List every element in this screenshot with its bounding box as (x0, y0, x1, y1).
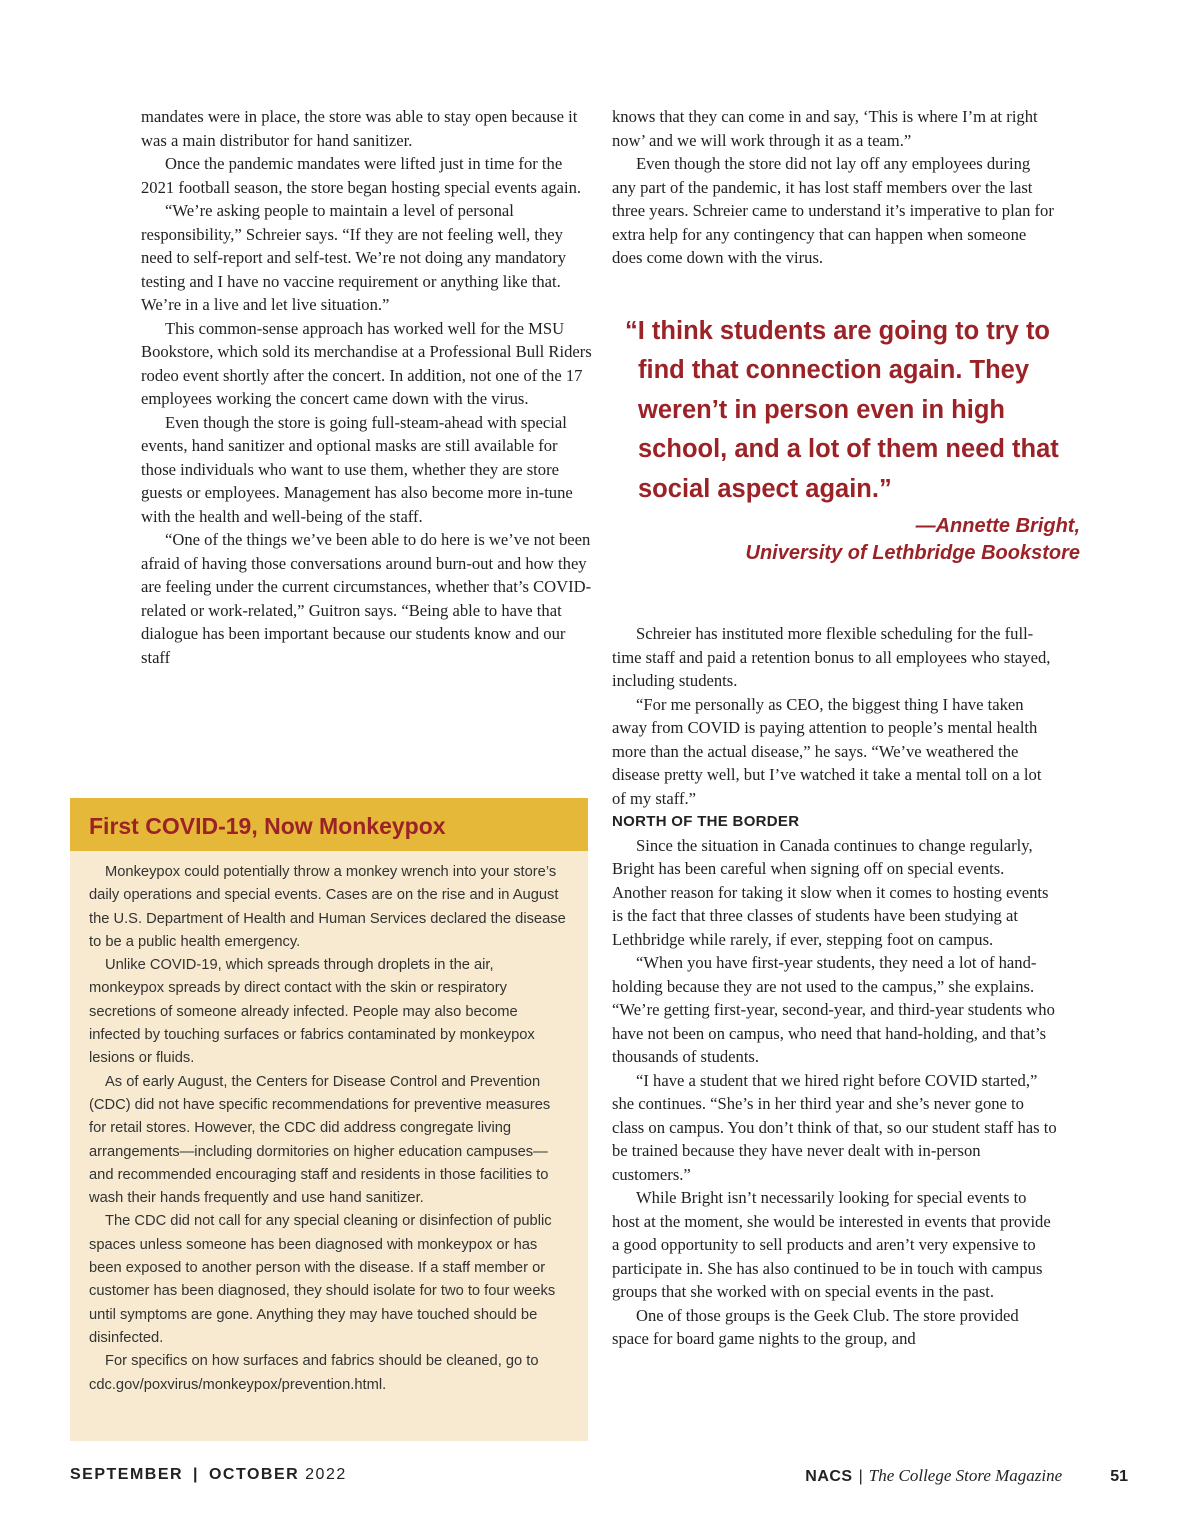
sidebar-paragraph: As of early August, the Centers for Disease Control and Prevention (CDC) did not have specific recommendations for preventive measures for retail stores. However, the CDC did address congregate living arrangements—including dormitories on higher education campuses—and recommended encouraging staff and residents in those facilities to wash their hands frequently and use hand sanitizer. (89, 1073, 551, 1207)
article-paragraph: Even though the store did not lay off any employees during any part of the pandemic, it has lost staff members over the last three years. Schreier came to understand it’s imperative to plan for extra help for any contingency that can happen when someone does come down with the virus. (612, 154, 1054, 267)
article-paragraph: Schreier has instituted more flexible scheduling for the full-time staff and paid a retention bonus to all employees who stayed, including students. (612, 624, 1051, 690)
pull-quote-attribution-org: University of Lethbridge Bookstore (745, 542, 1080, 565)
article-paragraph: “When you have first-year students, they need a lot of hand-holding because they are not used to the campus,” she explains. “We’re getting first-year, second-year, and third-year students who have not been on campus, who need that hand-holding, and that’s thousands of students. (612, 953, 1055, 1066)
left-article-column (141, 105, 593, 669)
article-paragraph: knows that they can come in and say, ‘This is where I’m at right now’ and we will work through it as a team.” (612, 107, 1038, 150)
footer-year: 2022 (305, 1466, 347, 1483)
footer-issue-date (70, 1466, 347, 1484)
article-paragraph: “For me personally as CEO, the biggest thing I have taken away from COVID is paying attention to people’s mental health more than the actual disease,” he says. “We’ve weathered the disease pretty well, but I’ve watched it take a mental toll on a lot of my staff.” (612, 694, 1042, 808)
footer-month-1: SEPTEMBER (70, 1466, 184, 1483)
right-article-column-top (612, 105, 1057, 270)
sidebar-box (70, 798, 588, 1441)
sidebar-paragraph: Unlike COVID-19, which spreads through droplets in the air, monkeypox spreads by direct contact with the skin or respiratory secretions of someone already infected. People may also become infected by touching surfaces or fabrics contaminated by monkeypox lesions or fluids. (89, 957, 535, 1067)
footer-magazine-title: The College Store Magazine (868, 1466, 1063, 1485)
pull-quote-attribution-name: —Annette Bright, (915, 515, 1080, 538)
sidebar-body (70, 851, 588, 1397)
article-paragraph: This common-sense approach has worked well for the MSU Bookstore, which sold its merchandise at a Professional Bull Riders rodeo event shortly after the concert. In addition, not one of the 17 employees working the concert came down with the virus. (141, 318, 592, 408)
page-number: 51 (1110, 1468, 1128, 1485)
article-paragraph: “We’re asking people to maintain a level of personal responsibility,” Schreier says. “If they are not feeling well, they need to self-report and self-test. We’re not doing any mandatory testing and I have no vaccine requirement or anything like that. We’re in a live and let live situation.” (141, 201, 567, 314)
article-paragraph: “One of the things we’ve been able to do here is we’ve not been afraid of having those conversations around burn-out and how they are feeling under the current circumstances, whether that’s COVID-related or work-related,” Guitron says. “Being able to have that dialogue has been important because our students know and our staff (141, 530, 592, 667)
article-paragraph: Since the situation in Canada continues to change regularly, Bright has been careful when signing off on special events. Another reason for taking it slow when it comes to hosting events is the fact that three classes of students have been studying at Lethbridge while rarely, if ever, stepping foot on campus. (612, 835, 1049, 949)
footer-separator: | (193, 1466, 200, 1483)
pull-quote-text: “I think students are going to try to find that connection again. They weren’t in person even in high school, and a lot of them need that social aspect again.” (625, 317, 1059, 503)
footer-month-2: OCTOBER (208, 1466, 300, 1483)
footer-divider: | (858, 1468, 863, 1485)
article-paragraph: Once the pandemic mandates were lifted just in time for the 2021 football season, the store began hosting special events again. (141, 154, 582, 197)
article-paragraph: Even though the store is going full-steam-ahead with special events, hand sanitizer and optional masks are still available for those individuals who want to use them, whether they are store guests or employees. Management has also become more in-tune with the health and well-being of the staff. (141, 412, 573, 526)
section-subhead: NORTH OF THE BORDER (612, 813, 800, 830)
sidebar-paragraph: Monkeypox could potentially throw a monkey wrench into your store’s daily operations and special events. Cases are on the rise and in August the U.S. Department of Health and Human Services declared the disease to be a public health emergency. (89, 864, 566, 950)
right-article-column-bottom (612, 622, 1057, 1351)
article-paragraph: While Bright isn’t necessarily looking for special events to host at the moment, she would be interested in events that provide a good opportunity to sell products and aren’t very expensive to participate in. She has also continued to be in touch with campus groups that she worked with on special events in the past. (612, 1188, 1051, 1301)
pull-quote-attribution (620, 513, 1090, 567)
article-paragraph: One of those groups is the Geek Club. The store provided space for board game nights to the group, and (612, 1305, 1019, 1348)
article-paragraph: “I have a student that we hired right before COVID started,” she continues. “She’s in her third year and she’s never gone to class on campus. You don’t think of that, so our student staff has to be trained because they have never dealt with in-person customers.” (612, 1070, 1057, 1184)
footer-publication (805, 1466, 1128, 1486)
footer-org: NACS (805, 1468, 853, 1485)
sidebar-header (70, 798, 588, 851)
pull-quote (620, 312, 1090, 567)
article-paragraph: mandates were in place, the store was able to stay open because it was a main distributor for hand sanitizer. (141, 107, 578, 150)
sidebar-title: First COVID-19, Now Monkeypox (89, 813, 446, 839)
sidebar-paragraph: The CDC did not call for any special cleaning or disinfection of public spaces unless someone has been diagnosed with monkeypox or has been exposed to another person with the disease. If a staff member or customer has been diagnosed, they should isolate for two to four weeks until symptoms are gone. Anything they may have touched should be disinfected. (89, 1213, 556, 1346)
sidebar-paragraph: For specifics on how surfaces and fabrics should be cleaned, go to cdc.gov/poxvirus/monkeypox/prevention.html. (89, 1353, 539, 1393)
